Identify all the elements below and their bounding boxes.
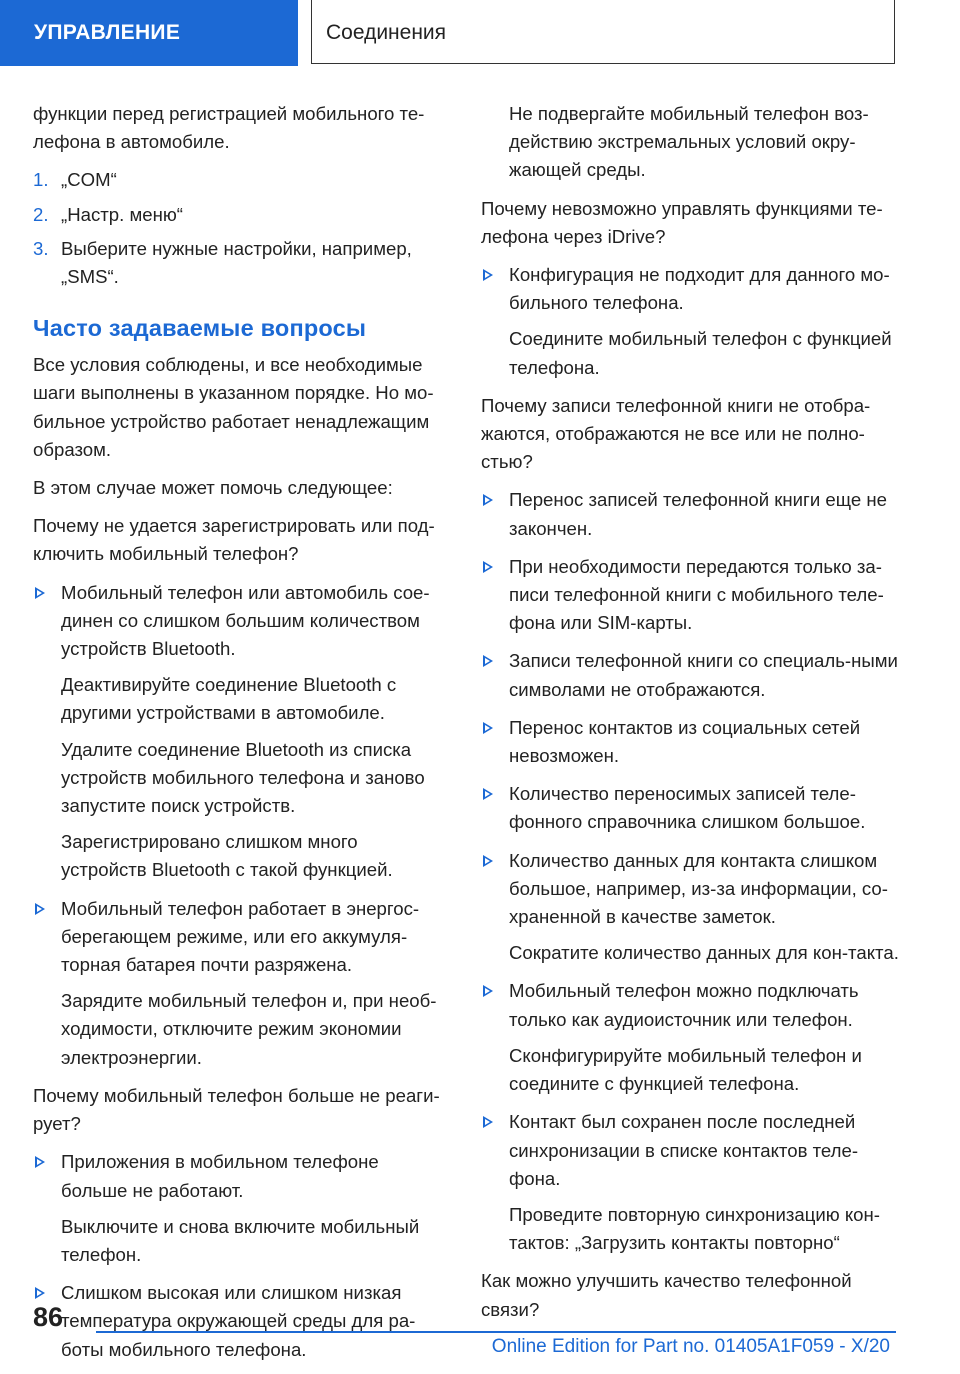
problem-text: Перенос записей телефонной книги еще не закончен. [509, 489, 887, 539]
bullet-list [481, 486, 901, 1257]
triangle-bullet-icon [35, 587, 45, 599]
step-item [33, 201, 445, 229]
triangle-bullet-icon [483, 561, 493, 573]
step-number: 3. [33, 237, 49, 259]
solution-text: Удалите соединение Bluetooth из списка устройств мобильного телефона и заново запустите поиск устройств. [61, 738, 425, 817]
section-tab: УПРАВЛЕНИЕ [0, 0, 298, 66]
chapter-title: Соединения [326, 21, 447, 44]
triangle-bullet-icon [483, 855, 493, 867]
question: Как можно улучшить качество телефонной связи? [481, 1270, 852, 1320]
bullet-item [481, 486, 901, 542]
triangle-bullet-icon [35, 1287, 45, 1299]
faq-intro-2: В этом случае может помочь следующее: [33, 477, 393, 499]
solution-text: Сконфигурируйте мобильный телефон и соедините с функцией телефона. [509, 1044, 862, 1095]
bullet-item [33, 1148, 445, 1269]
problem-text: Приложения в мобильном телефоне больше не работают. [61, 1151, 379, 1201]
footer-edition: Online Edition for Part no. 01405A1F059 - X/20 [491, 1336, 890, 1357]
solution-text: Деактивируйте соединение Bluetooth с другими устройствами в автомобиле. [61, 674, 397, 724]
step-text: „Настр. меню“ [61, 203, 183, 225]
triangle-bullet-icon [483, 722, 493, 734]
bullet-list [481, 261, 901, 382]
problem-text: Записи телефонной книги со специаль-ными символами не отображаются. [509, 650, 898, 700]
bullet-item [481, 261, 901, 382]
bullet-item [481, 780, 901, 836]
triangle-bullet-icon [483, 788, 493, 800]
solution-text: Выключите и снова включите мобильный телефон. [61, 1215, 420, 1265]
continued-solution: Не подвергайте мобильный телефон воз-действию экстремальных условий окру-жающей среды. [509, 103, 869, 181]
problem-text: Контакт был сохранен после последней синхронизации в списке контактов теле-фона. [509, 1111, 859, 1189]
step-text: „COM“ [61, 169, 117, 191]
right-column [481, 100, 901, 1334]
bullet-item [481, 977, 901, 1098]
question: Почему не удается зарегистрировать или под-ключить мобильный телефон? [33, 515, 435, 565]
bullet-item [33, 895, 445, 1072]
solution-text: Сократите количество данных для кон-такта. [509, 942, 899, 964]
problem-text: При необходимости передаются только за-писи телефонной книги с мобильного теле-фона или SIM-карты. [509, 555, 884, 634]
intro-paragraph: функции перед регистрацией мобильного те-лефона в автомобиле. [33, 103, 425, 153]
step-item [33, 235, 445, 291]
note-text: Зарегистрировано слишком много устройств Bluetooth с такой функцией. [61, 831, 393, 881]
steps-list [33, 166, 445, 291]
bullet-item [33, 579, 445, 885]
step-number: 1. [33, 169, 49, 191]
bullet-item [481, 647, 901, 703]
question: Почему невозможно управлять функциями те-лефона через iDrive? [481, 197, 883, 247]
triangle-bullet-icon [35, 1156, 45, 1168]
solution-text: Проведите повторную синхронизацию кон-тактов: „Загрузить контакты повторно“ [509, 1203, 880, 1254]
problem-text: Мобильный телефон работает в энергос-берегающем режиме, или его аккумуля-торная батарея почти разряжена. [61, 897, 420, 976]
problem-text: Мобильный телефон или автомобиль сое-динен со слишком большим количеством устройств Bluetooth. [61, 581, 430, 660]
problem-text: Мобильный телефон можно подключать только как аудиоисточник или телефон. [509, 980, 859, 1030]
footer-divider [96, 1331, 896, 1333]
left-column [33, 100, 445, 1374]
page-number: 86 [33, 1302, 64, 1332]
solution-text: Соедините мобильный телефон с функцией телефона. [509, 328, 892, 378]
triangle-bullet-icon [483, 655, 493, 667]
problem-text: Конфигурация не подходит для данного мо-бильного телефона. [509, 264, 890, 314]
bullet-item [481, 553, 901, 638]
bullet-item [481, 1108, 901, 1257]
bullet-item [481, 847, 901, 968]
problem-text: Перенос контактов из социальных сетей невозможен. [509, 716, 861, 767]
problem-text: Количество переносимых записей теле-фонного справочника слишком большое. [509, 783, 866, 833]
triangle-bullet-icon [483, 1116, 493, 1128]
question: Почему записи телефонной книги не отобра-жаются, отображаются не все или не полно-стью? [481, 394, 871, 473]
bullet-item [481, 714, 901, 770]
solution-text: Зарядите мобильный телефон и, при необ-ходимости, отключите режим экономии электроэнергии. [61, 990, 437, 1068]
triangle-bullet-icon [483, 269, 493, 281]
page-header [0, 0, 960, 66]
question: Почему мобильный телефон больше не реаги-рует? [33, 1084, 440, 1135]
step-number: 2. [33, 203, 49, 225]
step-item [33, 166, 445, 194]
triangle-bullet-icon [35, 903, 45, 915]
problem-text: Количество данных для контакта слишком большое, например, из-за информации, со-храненной в качестве заметок. [509, 849, 888, 928]
faq-intro: Все условия соблюдены, и все необходимые шаги выполнены в указанном порядке. Но мо-бильное устройство работает ненадлежащим образом. [33, 354, 434, 460]
step-text: Выберите нужные настройки, например, „SMS“. [61, 237, 412, 288]
triangle-bullet-icon [483, 985, 493, 997]
bullet-list [33, 579, 445, 1072]
faq-heading: Часто задаваемые вопросы [33, 315, 367, 342]
problem-text: Слишком высокая или слишком низкая температура окружающей среды для ра-боты мобильного телефона. [61, 1282, 416, 1360]
triangle-bullet-icon [483, 494, 493, 506]
